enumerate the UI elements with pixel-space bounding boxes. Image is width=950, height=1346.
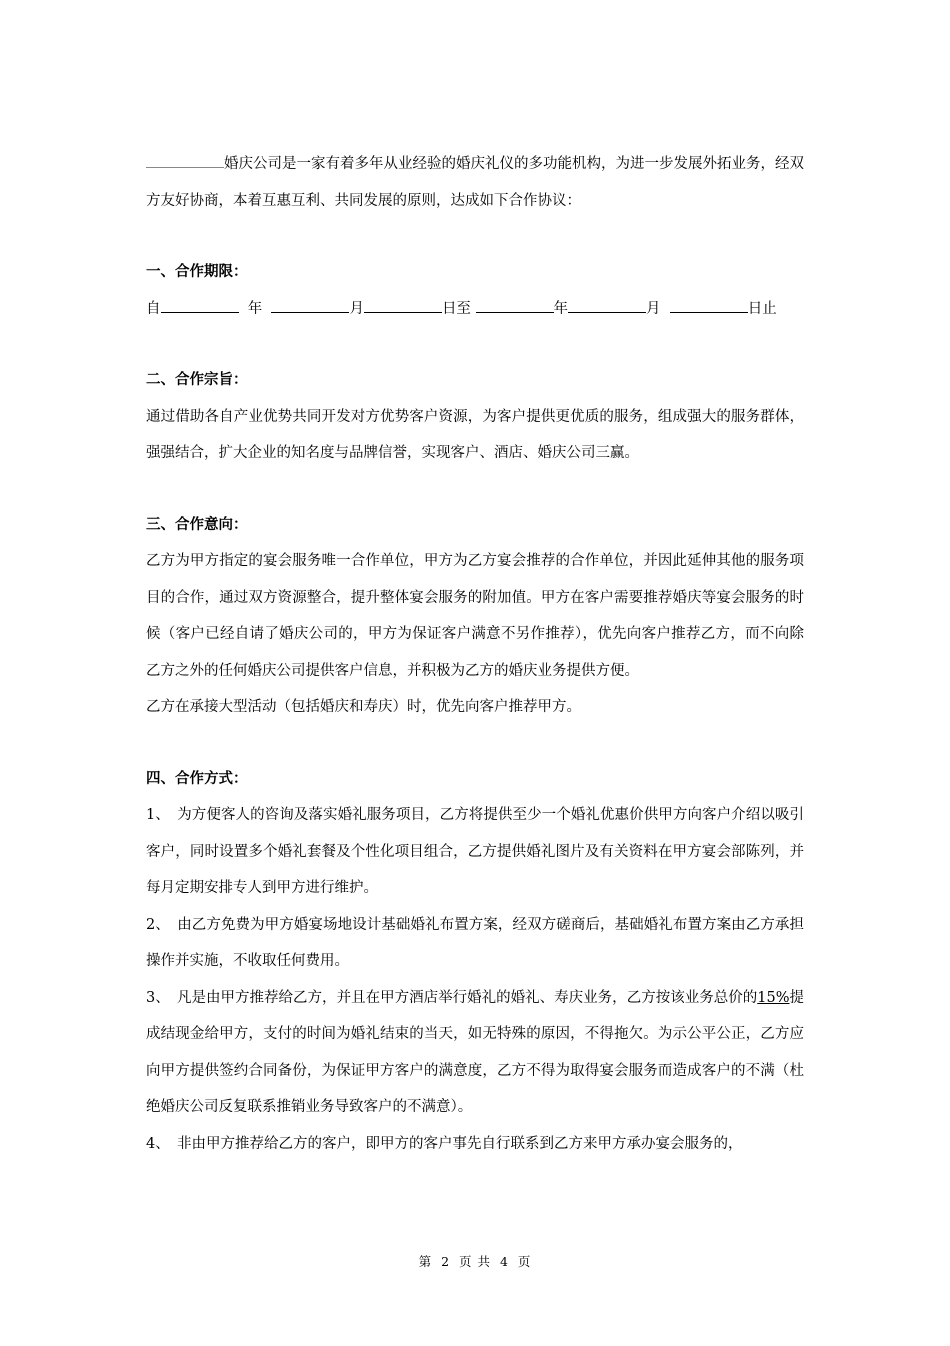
section2-heading: 二、合作宗旨： xyxy=(146,372,248,388)
start-year-blank[interactable] xyxy=(161,294,239,313)
start-month-blank[interactable] xyxy=(271,294,349,313)
company-name-blank[interactable] xyxy=(146,149,224,168)
intro-text: 婚庆公司是一家有着多年从业经验的婚庆礼仪的多功能机构，为进一步发展外拓业务，经双方友好协商，本着互惠互利、共同发展的原则，达成如下合作协议： xyxy=(146,156,804,209)
section4-item-4: 4、 非由甲方推荐给乙方的客户，即甲方的客户事先自行联系到乙方来甲方承办宴会服务的， xyxy=(146,1135,743,1152)
end-month-blank[interactable] xyxy=(568,294,646,313)
end-day-blank[interactable] xyxy=(670,294,748,313)
start-day-blank[interactable] xyxy=(364,294,442,313)
section2-paragraph: 通过借助各自产业优势共同开发对方优势客户资源，为客户提供更优质的服务，组成强大的服务群体，强强结合，扩大企业的知名度与品牌信誉，实现客户、酒店、婚庆公司三赢。 xyxy=(146,408,804,461)
section4-heading: 四、合作方式： xyxy=(146,770,248,787)
total-page-count: 4 xyxy=(499,1254,509,1269)
section1-heading: 一、合作期限： xyxy=(146,264,248,280)
section4-item-1: 1、 为方便客人的咨询及落实婚礼服务项目，乙方将提供至少一个婚礼优惠价供甲方向客户介绍以吸引客户，同时设置多个婚礼套餐及个性化项目组合，乙方提供婚礼图片及有关资料在甲方宴会部陈列，并每月定期安排专人到甲方进行维护。 xyxy=(146,807,804,896)
section3-paragraph-2: 乙方在承接大型活动（包括婚庆和寿庆）时，优先向客户推荐甲方。 xyxy=(146,699,581,715)
intro-paragraph xyxy=(146,146,804,219)
document-body xyxy=(146,146,804,1162)
current-page-number: 2 xyxy=(441,1254,451,1269)
section3-paragraph-1: 乙方为甲方指定的宴会服务唯一合作单位，甲方为乙方宴会推荐的合作单位，并因此延伸其他的服务项目的合作，通过双方资源整合，提升整体宴会服务的附加值。甲方在客户需要推荐婚庆等宴会服务的时候（客户已经自请了婚庆公司的，甲方为保证客户满意不另作推荐），优先向客户推荐乙方，而不向除乙方之外的任何婚庆公司提供客户信息，并积极为乙方的婚庆业务提供方便。 xyxy=(146,553,804,679)
section4-item-3: 3、 凡是由甲方推荐给乙方，并且在甲方酒店举行婚礼的婚礼、寿庆业务，乙方按该业务总价的15%提成结现金给甲方，支付的时间为婚礼结束的当天，如无特殊的原因，不得拖欠。为示公平公正，乙方应向甲方提供签约合同备份，为保证甲方客户的满意度，乙方不得为取得宴会服务而造成客户的不满（杜绝婚庆公司反复联系推销业务导致客户的不满意）。 xyxy=(146,989,804,1115)
end-year-blank[interactable] xyxy=(476,294,554,313)
commission-percent: 15% xyxy=(757,989,790,1006)
cooperation-period-line: 自 年 月 日至 年 月 日止 xyxy=(146,291,804,328)
page-footer: 第 2 页 共 4 页 xyxy=(418,1254,532,1269)
section4-item-2: 2、 由乙方免费为甲方婚宴场地设计基础婚礼布置方案，经双方磋商后，基础婚礼布置方案由乙方承担操作并实施，不收取任何费用。 xyxy=(146,916,804,969)
section3-heading: 三、合作意向： xyxy=(146,516,248,533)
